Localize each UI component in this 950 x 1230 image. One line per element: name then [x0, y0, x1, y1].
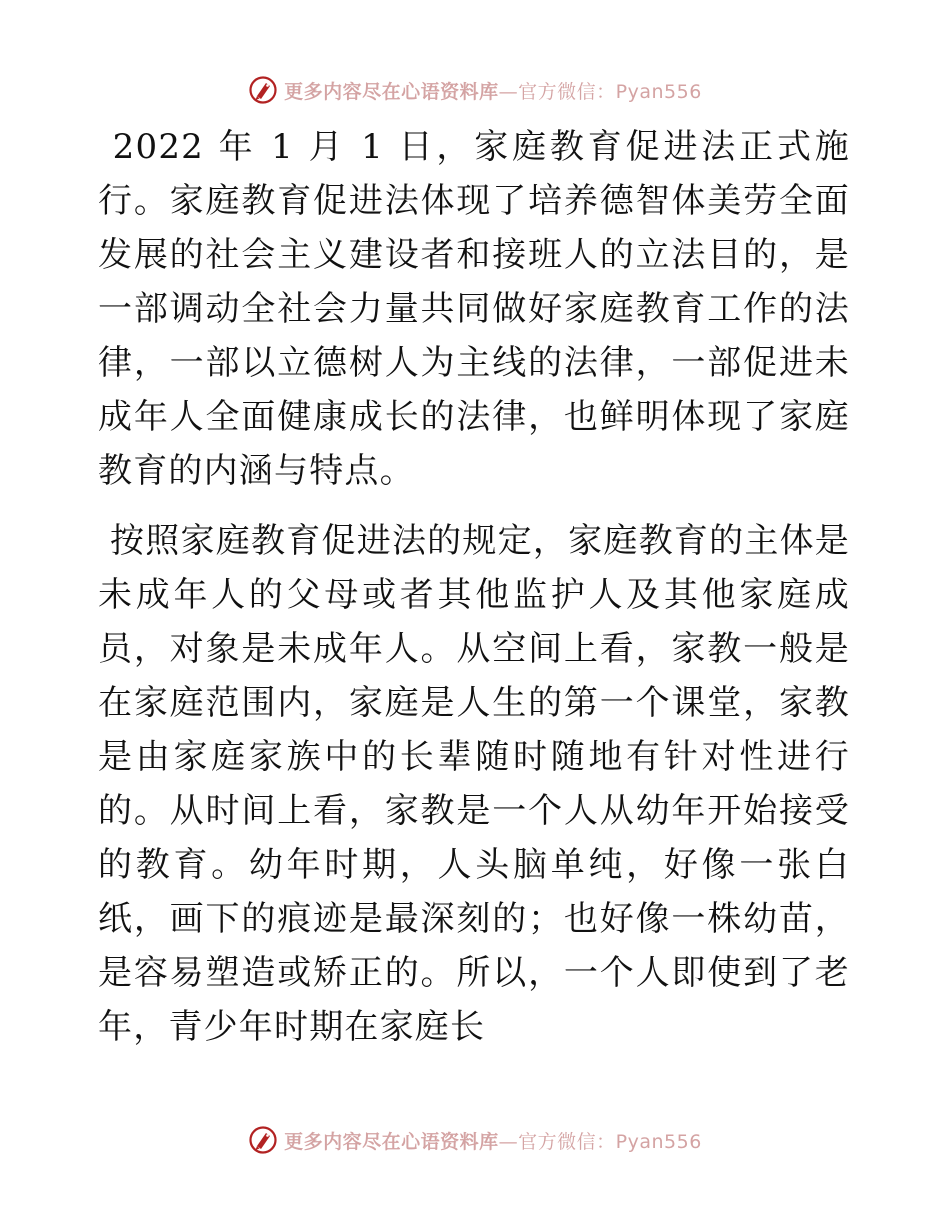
- footer-banner: [0, 1120, 950, 1160]
- footer-banner-dash: —: [498, 1130, 519, 1153]
- header-banner: [0, 70, 950, 110]
- header-banner-wechat: 官方微信：Pyan556: [518, 80, 702, 103]
- footer-banner-text: [284, 1127, 702, 1154]
- document-body: [98, 120, 850, 1054]
- pen-nib-logo-icon: [248, 1125, 278, 1155]
- footer-banner-main: 更多内容尽在心语资料库: [284, 1130, 499, 1153]
- paragraph-1: 2022 年 1 月 1 日，家庭教育促进法正式施行。家庭教育促进法体现了培养德智体美劳全面发展的社会主义建设者和接班人的立法目的，是一部调动全社会力量共同做好家庭教育工作的法律，一部以立德树人为主线的法律，一部促进未成年人全面健康成长的法律，也鲜明体现了家庭教育的内涵与特点。: [98, 127, 851, 491]
- header-banner-dash: —: [498, 80, 519, 103]
- paragraph-2: 按照家庭教育促进法的规定，家庭教育的主体是未成年人的父母或者其他监护人及其他家庭成员，对象是未成年人。从空间上看，家教一般是在家庭范围内，家庭是人生的第一个课堂，家教是由家庭家族中的长辈随时随地有针对性进行的。从时间上看，家教是一个人从幼年开始接受的教育。幼年时期，人头脑单纯，好像一张白纸，画下的痕迹是最深刻的；也好像一株幼苗，是容易塑造或矫正的。所以，一个人即使到了老年，青少年时期在家庭长: [98, 521, 850, 1047]
- header-banner-main: 更多内容尽在心语资料库: [284, 80, 499, 103]
- header-banner-text: [284, 77, 702, 104]
- footer-banner-wechat: 官方微信：Pyan556: [518, 1130, 702, 1153]
- pen-nib-logo-icon: [248, 75, 278, 105]
